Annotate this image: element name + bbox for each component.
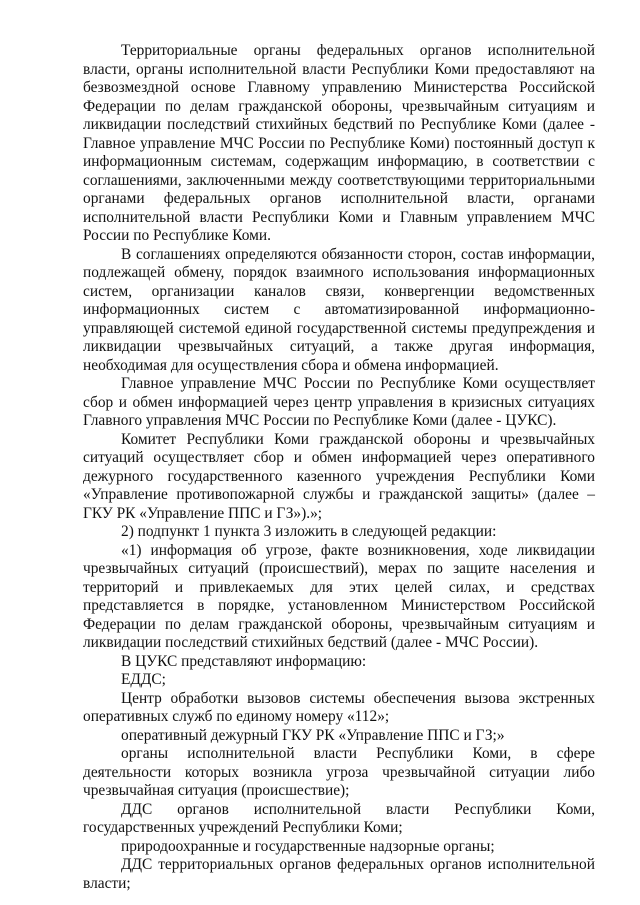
- paragraph-committee-gku-rk: Комитет Республики Коми гражданской обороны и чрезвычайных ситуаций осуществляет сбор и обмен информацией через оперативного дежурного государственного казенного учреждения Республики Коми «Управление противопожарной службы и гражданской защиты» (далее – ГКУ РК «Управление ППС и ГЗ»).»;: [83, 430, 595, 522]
- paragraph-territorial-bodies-access: Территориальные органы федеральных органов исполнительной власти, органы исполнительной власти Республики Коми предоставляют на безвозмездной основе Главному управлению Министерства Российской Федерации по делам гражданской обороны, чрезвычайным ситуациям и ликвидации последствий стихийных бедствий по Республике Коми (далее - Главное управление МЧС России по Республике Коми) постоянный доступ к информационным системам, содержащим информацию, в соответствии с соглашениями, заключенными между соответствующими территориальными органами федеральных органов исполнительной власти, органами исполнительной власти Республики Коми и Главным управлением МЧС России по Республике Коми.: [83, 42, 595, 244]
- list-item-call-center-112: Центр обработки вызовов системы обеспечения вызова экстренных оперативных служб по единому номеру «112»;: [83, 689, 595, 725]
- paragraph-subpoint-amendment: 2) подпункт 1 пункта 3 изложить в следующей редакции:: [121, 523, 497, 540]
- paragraph-tsuks-sources-heading: В ЦУКС представляют информацию:: [121, 652, 367, 670]
- list-item-duty-officer-gku: оперативный дежурный ГКУ РК «Управление ППС и ГЗ;»: [121, 726, 505, 744]
- list-item-supervisory-bodies: природоохранные и государственные надзорные органы;: [121, 837, 495, 855]
- list-item-executive-bodies: органы исполнительной власти Республики Коми, в сфере деятельности которых возникла угроза чрезвычайной ситуации либо чрезвычайная ситуация (происшествие);: [83, 745, 595, 799]
- document-page: [83, 42, 595, 893]
- list-item-dds-federal-territorial: ДДС территориальных органов федеральных органов исполнительной власти;: [83, 856, 595, 892]
- paragraph-mchs-tsuks-exchange: Главное управление МЧС России по Республике Коми осуществляет сбор и обмен информацией через центр управления в кризисных ситуациях Главного управления МЧС России по Республике Коми (далее - ЦУКС).: [83, 375, 595, 429]
- paragraph-agreements-obligations: В соглашениях определяются обязанности сторон, состав информации, подлежащей обмену, порядок взаимного использования информационных систем, организации каналов связи, конвергенции ведомственных информационных систем с автоматизированной информационно-управляющей системой единой государственной системы предупреждения и ликвидации чрезвычайных ситуаций, а также другая информация, необходимая для осуществления сбора и обмена информацией.: [83, 245, 595, 374]
- paragraph-emergency-information: «1) информация об угрозе, факте возникновения, ходе ликвидации чрезвычайных ситуаций (происшествий), мерах по защите населения и территорий и привлекаемых для этих целей силах, и средствах представляется в порядке, установленном Министерством Российской Федерации по делам гражданской обороны, чрезвычайным ситуациям и ликвидации последствий стихийных бедствий (далее - МЧС России).: [83, 541, 595, 651]
- list-item-dds-executive-bodies: ДДС органов исполнительной власти Республики Коми, государственных учреждений Республики Коми;: [83, 800, 595, 836]
- list-item-edds: ЕДДС;: [121, 671, 166, 688]
